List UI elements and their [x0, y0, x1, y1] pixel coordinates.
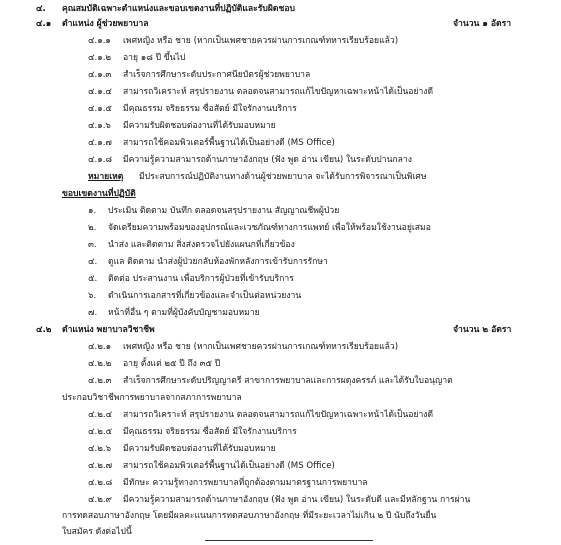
position2-title: ตำแหน่ง พยาบาลวิชาชีพ: [62, 325, 155, 335]
scope-text: ดูแล ติดตาม นำส่งผู้ป่วยกลับห้องพักหลังการเข้ารับการรักษา: [108, 257, 328, 267]
qual-text: สามารถวิเคราะห์ สรุปรายงาน ตลอดจนสามารถแก้ไขปัญหาเฉพาะหน้าได้เป็นอย่างดี: [123, 87, 434, 97]
qual-text: มีคุณธรรม จริยธรรม ซื่อสัตย์ มีใจรักงานบริการ: [123, 104, 297, 114]
qual-text: เพศหญิง หรือ ชาย (หากเป็นเพศชายควรผ่านการเกณฑ์ทหารเรียบร้อยแล้ว): [123, 36, 399, 46]
scope-number: ๖.: [88, 291, 97, 301]
qual-number: ๔.๒.๙: [88, 495, 112, 505]
qual-number: ๔.๒.๘: [88, 478, 113, 488]
scope-number: ๗.: [88, 308, 98, 318]
qual-text: สำเร็จการศึกษาระดับประกาศนียบัตรผู้ช่วยพยาบาล: [123, 70, 311, 80]
qual-number: ๔.๒.๕: [88, 427, 113, 437]
scope-number: ๒.: [88, 223, 97, 233]
qual-text-continuation: ใบสมัคร ดังต่อไปนี้: [62, 527, 132, 537]
qual-number: ๔.๑.๖: [88, 121, 111, 131]
qual-number: ๔.๒.๔: [88, 410, 113, 420]
scope-text: จัดเตรียมความพร้อมของอุปกรณ์และเวชภัณฑ์ทางการแพทย์ เพื่อให้พร้อมใช้งานอยู่เสมอ: [108, 223, 431, 233]
position2-number: ๔.๒: [36, 325, 52, 335]
note-text: มีประสบการณ์ปฏิบัติงานทางด้านผู้ช่วยพยาบาล จะได้รับการพิจารณาเป็นพิเศษ: [139, 172, 427, 182]
qual-text-continuation: การทดสอบภาษาอังกฤษ โดยมีผลคะแนนการทดสอบภาษาอังกฤษ ที่มีระยะเวลาไม่เกิน ๒ ปี นับถึงวันยื่น: [62, 511, 437, 521]
qual-text: สามารถใช้คอมพิวเตอร์พื้นฐานได้เป็นอย่างดี (MS Office): [123, 138, 335, 148]
scope-text: ดำเนินการเอกสารที่เกี่ยวข้องและจำเป็นต่อหน่วยงาน: [108, 291, 302, 301]
qual-text: สำเร็จการศึกษาระดับปริญญาตรี สาขาการพยาบาลและการผดุงครรภ์ และได้รับใบอนุญาต: [123, 376, 453, 386]
scope-text: หน้าที่อื่น ๆ ตามที่ผู้บังคับบัญชามอบหมาย: [108, 308, 260, 318]
section-title: คุณสมบัติเฉพาะตำแหน่งและขอบเขตงานที่ปฏิบัติและรับผิดชอบ: [62, 4, 295, 14]
scope-text: ประเมิน ติดตาม บันทึก ตลอดจนสรุปรายงาน สัญญาณชีพผู้ป่วย: [108, 206, 340, 216]
position1-title: ตำแหน่ง ผู้ช่วยพยาบาล: [62, 19, 149, 29]
qual-text: อายุ ตั้งแต่ ๒๕ ปี ถึง ๓๕ ปี: [123, 359, 221, 369]
scope-number: ๑.: [88, 206, 97, 216]
qual-text: เพศหญิง หรือ ชาย (หากเป็นเพศชายควรผ่านการเกณฑ์ทหารเรียบร้อยแล้ว): [123, 342, 399, 352]
qual-text: มีคุณธรรม จริยธรรม ซื่อสัตย์ มีใจรักงานบริการ: [123, 427, 297, 437]
scope-number: ๓.: [88, 240, 97, 250]
position1-number: ๔.๑: [36, 19, 52, 29]
qual-number: ๔.๑.๕: [88, 104, 112, 114]
qual-text: มีความรับผิดชอบต่องานที่ได้รับมอบหมาย: [123, 121, 276, 131]
qual-text: มีความรู้ความสามารถด้านภาษาอังกฤษ (ฟัง พูด อ่าน เขียน) ในระดับปานกลาง: [123, 155, 412, 165]
qual-number: ๔.๑.๘: [88, 155, 113, 165]
scope-text: นำส่ง และติดตาม สิ่งส่งตรวจไปยังแผนกที่เกี่ยวข้อง: [108, 240, 295, 250]
qual-text: มีความรู้ความสามารถด้านภาษาอังกฤษ (ฟัง พูด อ่าน เขียน) ในระดับดี และมีหลักฐาน การผ่าน: [123, 495, 471, 505]
footer-divider: [205, 540, 373, 541]
qual-number: ๔.๑.๑: [88, 36, 111, 46]
section-number: ๔.: [36, 4, 46, 14]
qual-text: มีทักษะ ความรู้ทางการพยาบาลที่ถูกต้องตามมาตรฐานการพยาบาล: [123, 478, 368, 488]
qual-number: ๔.๒.๖: [88, 444, 112, 454]
position1-count: จำนวน ๑ อัตรา: [453, 19, 512, 29]
qual-text-continuation: ประกอบวิชาชีพการพยาบาลจากสภาการพยาบาล: [62, 393, 242, 403]
scope-text: ติดต่อ ประสานงาน เพื่อบริการผู้ป่วยที่เข้ารับบริการ: [108, 274, 294, 284]
qual-number: ๔.๒.๓: [88, 376, 112, 386]
note-label: หมายเหตุ: [88, 172, 124, 182]
qual-number: ๔.๒.๑: [88, 342, 112, 352]
qual-number: ๔.๑.๔: [88, 87, 112, 97]
qual-number: ๔.๒.๒: [88, 359, 112, 369]
qual-text: สามารถวิเคราะห์ สรุปรายงาน ตลอดจนสามารถแก้ไขปัญหาเฉพาะหน้าได้เป็นอย่างดี: [123, 410, 434, 420]
scope-title: ขอบเขตงานที่ปฏิบัติ: [62, 189, 136, 199]
position2-count: จำนวน ๒ อัตรา: [453, 325, 512, 335]
scope-number: ๔.: [88, 257, 98, 267]
qual-text: สามารถใช้คอมพิวเตอร์พื้นฐานได้เป็นอย่างดี (MS Office): [123, 461, 335, 471]
qual-number: ๔.๑.๓: [88, 70, 112, 80]
scope-number: ๕.: [88, 274, 98, 284]
qual-text: อายุ ๑๘ ปี ขึ้นไป: [123, 53, 186, 63]
qual-number: ๔.๑.๒: [88, 53, 112, 63]
qual-number: ๔.๑.๗: [88, 138, 112, 148]
qual-text: มีความรับผิดชอบต่องานที่ได้รับมอบหมาย: [123, 444, 276, 454]
qual-number: ๔.๒.๗: [88, 461, 113, 471]
